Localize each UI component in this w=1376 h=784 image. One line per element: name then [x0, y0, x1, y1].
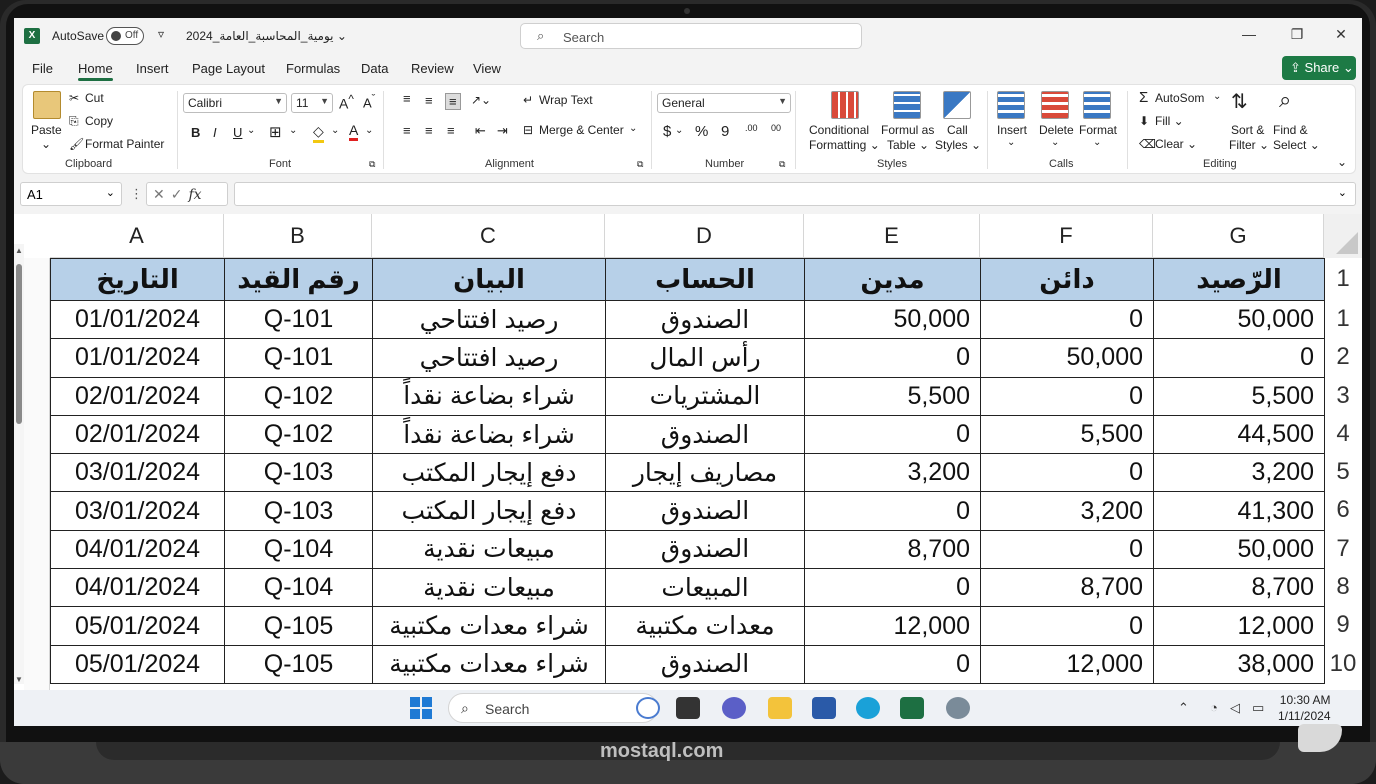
cell-account[interactable]: الصندوق	[606, 645, 805, 683]
cell-debit[interactable]: 12,000	[805, 607, 981, 645]
row-number[interactable]: 9	[1336, 611, 1350, 639]
settings-icon[interactable]	[946, 697, 970, 719]
cell-account[interactable]: الصندوق	[606, 415, 805, 453]
sort-filter-line2: Filter	[1229, 138, 1256, 152]
sort-filter-line1[interactable]: Sort &	[1231, 123, 1265, 137]
cell-account[interactable]: المشتريات	[606, 377, 805, 415]
format-as-table-icon	[893, 91, 921, 119]
close-button[interactable]: ✕	[1335, 26, 1347, 42]
restore-button[interactable]: ❐	[1290, 26, 1304, 42]
decrease-font-size-button[interactable]: $A^ˇ$	[363, 93, 376, 111]
column-header-a[interactable]: A	[50, 214, 224, 258]
editing-group-label: Editing	[1203, 158, 1237, 170]
find-select-icon: ⌕	[1279, 87, 1292, 112]
task-view-icon[interactable]	[676, 697, 700, 719]
fill-icon: ⬇	[1139, 114, 1150, 128]
worksheet	[14, 214, 1362, 690]
scroll-thumb[interactable]	[16, 264, 22, 424]
search-icon: ⌕	[537, 28, 545, 43]
tab-page-layout[interactable]: Page Layout	[192, 61, 266, 76]
formula-buttons	[146, 182, 228, 206]
share-label: Share	[1304, 60, 1340, 75]
ribbon-separator	[383, 91, 384, 169]
cell-debit[interactable]: 0	[805, 492, 981, 530]
styles-group-label: Styles	[877, 158, 907, 170]
collapse-ribbon-icon[interactable]: ⌄	[1337, 155, 1348, 169]
middle-align-icon[interactable]: ≡	[425, 93, 433, 108]
font-group-label: Font	[269, 158, 292, 170]
cell-balance[interactable]: 44,500	[1154, 415, 1325, 453]
row-number[interactable]: 7	[1336, 534, 1350, 562]
cell-entry-no[interactable]: Q-104	[225, 530, 373, 568]
column-header-e[interactable]: E	[804, 214, 980, 258]
paste-button[interactable]: Paste	[31, 123, 62, 137]
cell-date[interactable]: 05/01/2024	[51, 645, 225, 683]
increase-font-size-button[interactable]: A^	[339, 93, 354, 112]
row-number[interactable]: 3	[1336, 381, 1350, 409]
format-painter-button[interactable]: Format Painter	[85, 137, 165, 151]
cell-entry-no[interactable]: Q-104	[225, 569, 373, 607]
search-icon: ⌕	[461, 700, 469, 716]
header-cell-date[interactable]: التاريخ	[51, 259, 225, 301]
cell-account[interactable]: معدات مكتبية	[606, 607, 805, 645]
cell-credit[interactable]: 0	[981, 301, 1154, 339]
cell-entry-no[interactable]: Q-103	[225, 492, 373, 530]
sort-filter-icon: ⇅	[1231, 91, 1248, 113]
italic-button[interactable]: I	[213, 125, 217, 140]
teams-icon[interactable]	[722, 697, 746, 719]
clipboard-group-label: Clipboard	[65, 158, 113, 170]
font-color-button[interactable]: A	[349, 122, 358, 141]
cell-description[interactable]: رصيد افتتاحي	[373, 301, 606, 339]
cell-styles-line1[interactable]: Call	[947, 123, 968, 137]
enter-icon[interactable]: ✓	[170, 186, 189, 202]
table-row	[51, 569, 1325, 607]
format-as-table-line1[interactable]: Formul as	[881, 123, 935, 137]
merge-dropdown-icon[interactable]: ⌄	[629, 123, 638, 134]
alignment-group-label: Alignment	[485, 158, 534, 170]
number-format-select[interactable]	[657, 93, 791, 113]
insert-cells-button[interactable]: Insert	[997, 123, 1028, 137]
cell-balance[interactable]: 12,000	[1154, 607, 1325, 645]
cut-icon: ✂	[69, 91, 80, 105]
cell-debit[interactable]: 0	[805, 339, 981, 377]
scroll-up-icon[interactable]: ▲	[15, 246, 23, 255]
cell-date[interactable]: 04/01/2024	[51, 569, 225, 607]
column-header-d[interactable]: D	[605, 214, 804, 258]
fill-label: Fill	[1155, 114, 1171, 128]
cut-button[interactable]: Cut	[85, 91, 104, 105]
cell-debit[interactable]: 8,700	[805, 530, 981, 568]
formula-bar-options-icon[interactable]: ⋮	[130, 186, 143, 201]
ribbon-separator	[651, 91, 652, 169]
journal-table	[50, 258, 1325, 684]
table-row	[51, 415, 1325, 453]
cell-date[interactable]: 01/01/2024	[51, 339, 225, 377]
header-cell-debit[interactable]: مدين	[805, 259, 981, 301]
excel-window	[14, 18, 1362, 726]
align-left-icon[interactable]: ≡	[403, 123, 411, 138]
row-number[interactable]: 2	[1336, 343, 1350, 371]
cell-credit[interactable]: 5,500	[981, 415, 1154, 453]
cell-entry-no[interactable]: Q-105	[225, 645, 373, 683]
conditional-formatting-line1: Conditional	[809, 123, 870, 137]
font-size-value: 11	[296, 96, 309, 110]
excel-logo-icon: X	[24, 28, 40, 44]
row-number[interactable]: 4	[1336, 419, 1350, 447]
cell-debit[interactable]: 3,200	[805, 454, 981, 492]
copy-button[interactable]: Copy	[85, 114, 114, 128]
number-format-value: General	[662, 96, 705, 110]
underline-dropdown-icon[interactable]: ⌄	[247, 125, 256, 136]
conditional-formatting-line2-wrap[interactable]: Formatting ⌄	[809, 138, 880, 152]
cell-credit[interactable]: 50,000	[981, 339, 1154, 377]
document-filename[interactable]: يومية_المحاسبة_العامة_2024 ⌄	[186, 29, 347, 43]
name-box-value: A1	[27, 187, 43, 202]
table-row	[51, 530, 1325, 568]
cell-date[interactable]: 05/01/2024	[51, 607, 225, 645]
row-number[interactable]: 1	[1336, 305, 1350, 332]
ribbon-separator	[795, 91, 796, 169]
expand-formula-bar-icon[interactable]: ⌄	[1337, 187, 1347, 199]
cell-credit[interactable]: 0	[981, 607, 1154, 645]
cell-balance[interactable]: 3,200	[1154, 454, 1325, 492]
number-dialog-launcher-icon[interactable]: ⧉	[779, 159, 786, 169]
tab-formulas[interactable]: Formulas	[286, 61, 341, 76]
delete-cells-icon	[1041, 91, 1069, 119]
font-size-select[interactable]	[291, 93, 333, 113]
chevron-down-icon: ▼	[778, 96, 787, 106]
clear-icon: ⌫	[1139, 137, 1156, 151]
cell-debit[interactable]: 50,000	[805, 301, 981, 339]
copilot-icon[interactable]	[636, 697, 660, 719]
autosum-dropdown-icon[interactable]: ⌄	[1213, 91, 1222, 102]
cell-date[interactable]: 02/01/2024	[51, 415, 225, 453]
borders-button[interactable]: ⊞	[269, 124, 282, 141]
toggle-knob	[111, 31, 121, 41]
row-number[interactable]: 5	[1336, 458, 1350, 486]
cell-credit[interactable]: 0	[981, 530, 1154, 568]
merge-center-icon: ⊟	[523, 123, 534, 137]
wifi-icon[interactable]: ◔	[1210, 700, 1218, 715]
start-tile	[422, 697, 432, 707]
cell-account[interactable]: مصاريف إيجار	[606, 454, 805, 492]
cell-entry-no[interactable]: Q-105	[225, 607, 373, 645]
clock-date: 1/11/2024	[1278, 709, 1331, 723]
chevron-down-icon: ▼	[274, 96, 283, 106]
volume-icon[interactable]: ◁	[1230, 700, 1240, 715]
sheet-left-gutter	[24, 258, 50, 690]
bottom-align-icon[interactable]: ≡	[445, 93, 461, 110]
cell-description[interactable]: شراء معدات مكتبية	[373, 607, 606, 645]
ribbon-separator	[177, 91, 178, 169]
scroll-down-icon[interactable]: ▼	[15, 675, 23, 684]
cell-balance[interactable]: 8,700	[1154, 569, 1325, 607]
excel-taskbar-icon[interactable]	[900, 697, 924, 719]
chevron-down-icon: ⌄	[105, 187, 115, 199]
table-row	[51, 454, 1325, 492]
ribbon-tabs	[14, 56, 1362, 82]
cell-description[interactable]: رصيد افتتاحي	[373, 339, 606, 377]
comma-style-button[interactable]: 9	[721, 123, 730, 140]
share-icon: ⇪	[1290, 60, 1301, 75]
ribbon-separator	[987, 91, 988, 169]
cell-entry-no[interactable]: Q-102	[225, 377, 373, 415]
battery-icon[interactable]: ▭	[1252, 700, 1265, 715]
formula-input[interactable]	[234, 182, 1356, 206]
row-numbers	[1324, 258, 1362, 683]
table-header-row	[51, 259, 1325, 301]
cell-date[interactable]: 03/01/2024	[51, 454, 225, 492]
start-tile	[410, 709, 420, 719]
tab-view[interactable]: View	[473, 61, 501, 76]
find-select-line1[interactable]: Find &	[1273, 123, 1308, 137]
cell-account[interactable]: الصندوق	[606, 301, 805, 339]
autosave-toggle[interactable]	[106, 27, 144, 45]
insert-function-button[interactable]: fx	[188, 187, 202, 203]
chevron-down-icon: ▼	[320, 96, 329, 106]
find-select-line2-wrap[interactable]: Select ⌄	[1273, 138, 1320, 152]
insert-cells-icon	[997, 91, 1025, 119]
cell-credit[interactable]: 0	[981, 377, 1154, 415]
cell-date[interactable]: 02/01/2024	[51, 377, 225, 415]
format-painter-icon: 🖌	[69, 137, 85, 151]
table-row	[51, 301, 1325, 339]
webcam	[684, 8, 690, 14]
cell-description[interactable]: شراء بضاعة نقداً	[373, 415, 606, 453]
header-cell-credit[interactable]: دائن	[981, 259, 1154, 301]
bold-button[interactable]: B	[191, 125, 201, 140]
cell-description[interactable]: دفع إيجار المكتب	[373, 454, 606, 492]
table-row	[51, 339, 1325, 377]
cell-balance[interactable]: 41,300	[1154, 492, 1325, 530]
title-search-box[interactable]	[520, 23, 862, 49]
row-number[interactable]: 6	[1336, 496, 1350, 524]
cell-description[interactable]: شراء بضاعة نقداً	[373, 377, 606, 415]
font-name-select[interactable]	[183, 93, 287, 113]
currency-button[interactable]: $	[663, 123, 672, 140]
cell-credit[interactable]: 0	[981, 454, 1154, 492]
cell-description[interactable]: مبيعات نقدية	[373, 530, 606, 568]
delete-cells-button[interactable]: Delete	[1039, 123, 1074, 137]
format-as-table-line2-wrap[interactable]: Table ⌄	[887, 138, 930, 152]
start-button[interactable]	[410, 697, 432, 719]
copy-icon: ⎘	[69, 114, 79, 128]
conditional-formatting-line2: Formatting	[809, 138, 867, 152]
filename-text: يومية_المحاسبة_العامة_2024	[186, 29, 334, 43]
tab-home[interactable]: Home	[78, 61, 113, 76]
fill-button[interactable]: Fill ⌄	[1155, 114, 1184, 128]
wrap-text-button[interactable]: Wrap Text	[539, 93, 593, 107]
wrap-text-icon: ↵	[523, 93, 534, 107]
tray-overflow-icon[interactable]: ⌃	[1178, 700, 1189, 715]
row-number[interactable]: 10	[1329, 649, 1357, 677]
clear-button[interactable]: Clear ⌄	[1155, 137, 1198, 151]
cell-styles-icon	[943, 91, 971, 119]
table-row	[51, 645, 1325, 683]
decrease-decimal-button[interactable]: 00	[771, 123, 782, 133]
header-cell-description[interactable]: البيان	[373, 259, 606, 301]
cell-credit[interactable]: 12,000	[981, 645, 1154, 683]
cell-entry-no[interactable]: Q-103	[225, 454, 373, 492]
header-cell-entry-no[interactable]: رقم القيد	[225, 259, 373, 301]
align-right-icon[interactable]: ≡	[447, 123, 455, 138]
cell-account[interactable]: المبيعات	[606, 569, 805, 607]
increase-decimal-button[interactable]: .00	[745, 123, 758, 133]
title-bar	[14, 18, 1362, 54]
ribbon-separator	[1127, 91, 1128, 169]
conditional-formatting-button[interactable]	[809, 123, 869, 137]
cell-entry-no[interactable]: Q-101	[225, 339, 373, 377]
format-cells-button[interactable]: Format	[1079, 123, 1118, 137]
format-as-table-line2: Table	[887, 138, 916, 152]
start-tile	[410, 697, 420, 707]
row-number[interactable]: 8	[1336, 573, 1350, 601]
cell-account[interactable]: الصندوق	[606, 492, 805, 530]
format-cells-icon	[1083, 91, 1111, 119]
cell-description[interactable]: شراء معدات مكتبية	[373, 645, 606, 683]
clock-time: 10:30 AM	[1279, 693, 1331, 707]
paste-dropdown-icon[interactable]: ⌄	[41, 137, 52, 151]
table-row	[51, 492, 1325, 530]
autosum-button[interactable]: AutoSom	[1155, 91, 1205, 105]
minimize-button[interactable]: —	[1242, 26, 1256, 42]
cell-entry-no[interactable]: Q-101	[225, 301, 373, 339]
font-name-value: Calibri	[188, 96, 223, 110]
font-color-dropdown-icon[interactable]: ⌄	[365, 125, 374, 136]
formula-bar	[14, 178, 1362, 210]
tab-insert[interactable]: Insert	[136, 61, 169, 76]
number-group-label: Number	[705, 158, 745, 170]
tab-review[interactable]: Review	[411, 61, 454, 76]
decrease-indent-icon[interactable]: ⇤	[475, 123, 486, 138]
cell-date[interactable]: 03/01/2024	[51, 492, 225, 530]
taskbar	[14, 690, 1362, 726]
cell-account[interactable]: الصندوق	[606, 530, 805, 568]
cell-balance[interactable]: 38,000	[1154, 645, 1325, 683]
tab-data[interactable]: Data	[361, 61, 389, 76]
column-header-c[interactable]: C	[372, 214, 605, 258]
top-align-icon[interactable]: ≡	[403, 91, 411, 106]
autosum-icon: Σ	[1139, 89, 1149, 106]
start-tile	[422, 709, 432, 719]
cell-debit[interactable]: 5,500	[805, 377, 981, 415]
fill-color-dropdown-icon[interactable]: ⌄	[331, 125, 340, 136]
watermark-text: mostaql.com	[600, 740, 724, 762]
fill-color-button[interactable]: ◇	[313, 123, 324, 143]
format-dropdown-icon[interactable]: ⌄	[1093, 137, 1102, 148]
align-center-icon[interactable]: ≡	[425, 123, 433, 138]
cell-balance[interactable]: 50,000	[1154, 301, 1325, 339]
header-cell-balance[interactable]: الرّصيد	[1154, 259, 1325, 301]
ribbon	[22, 84, 1356, 174]
cell-balance[interactable]: 50,000	[1154, 530, 1325, 568]
select-all-corner[interactable]	[1324, 214, 1362, 258]
find-select-line2: Select	[1273, 138, 1307, 152]
increase-indent-icon[interactable]: ⇥	[497, 123, 508, 138]
header-cell-account[interactable]: الحساب	[606, 259, 805, 301]
cell-date[interactable]: 04/01/2024	[51, 530, 225, 568]
alignment-dialog-launcher-icon[interactable]: ⧉	[637, 159, 644, 169]
conditional-formatting-icon	[831, 91, 859, 119]
edge-icon[interactable]	[856, 697, 880, 719]
cell-balance[interactable]: 0	[1154, 339, 1325, 377]
currency-dropdown-icon[interactable]: ⌄	[675, 125, 684, 136]
cell-styles-line2-wrap[interactable]: Styles ⌄	[935, 138, 982, 152]
cell-debit[interactable]: 0	[805, 415, 981, 453]
cell-credit[interactable]: 3,200	[981, 492, 1154, 530]
quick-access-dropdown-icon[interactable]: ▿	[158, 27, 165, 41]
table-row	[51, 377, 1325, 415]
store-icon[interactable]	[812, 697, 836, 719]
merge-center-button[interactable]: Merge & Center	[539, 123, 624, 137]
vertical-scrollbar[interactable]	[14, 244, 24, 684]
cells-group-label: Calls	[1049, 158, 1074, 170]
autosave-label: AutoSave	[52, 29, 105, 43]
tab-file[interactable]: File	[32, 61, 53, 76]
table-row	[51, 607, 1325, 645]
paste-icon[interactable]	[33, 91, 61, 119]
row-number[interactable]: 1	[1336, 265, 1350, 292]
insert-dropdown-icon[interactable]: ⌄	[1007, 137, 1016, 148]
share-button[interactable]: ⇪ Share ⌄	[1282, 56, 1356, 80]
cell-description[interactable]: مبيعات نقدية	[373, 569, 606, 607]
column-header-f[interactable]: F	[980, 214, 1153, 258]
name-box[interactable]	[20, 182, 122, 206]
cell-balance[interactable]: 5,500	[1154, 377, 1325, 415]
file-explorer-icon[interactable]	[768, 697, 792, 719]
cell-account[interactable]: رأس المال	[606, 339, 805, 377]
sort-filter-line2-wrap[interactable]: Filter ⌄	[1229, 138, 1270, 152]
taskbar-search[interactable]	[448, 693, 658, 723]
font-dialog-launcher-icon[interactable]: ⧉	[369, 159, 376, 169]
column-header-g[interactable]: G	[1153, 214, 1324, 258]
cell-credit[interactable]: 8,700	[981, 569, 1154, 607]
cell-description[interactable]: دفع إيجار المكتب	[373, 492, 606, 530]
orientation-icon[interactable]: ↗⌄	[471, 93, 492, 107]
underline-button[interactable]: U	[233, 125, 243, 140]
cell-entry-no[interactable]: Q-102	[225, 415, 373, 453]
percent-button[interactable]: %	[695, 123, 709, 140]
borders-dropdown-icon[interactable]: ⌄	[289, 125, 298, 136]
autosave-state: Off	[125, 30, 139, 41]
cell-date[interactable]: 01/01/2024	[51, 301, 225, 339]
delete-dropdown-icon[interactable]: ⌄	[1051, 137, 1060, 148]
clear-label: Clear	[1155, 137, 1184, 151]
cell-debit[interactable]: 0	[805, 645, 981, 683]
title-search-placeholder: Search	[563, 30, 605, 45]
cell-styles-line2: Styles	[935, 138, 968, 152]
cell-debit[interactable]: 0	[805, 569, 981, 607]
taskbar-search-placeholder: Search	[485, 701, 530, 717]
column-header-b[interactable]: B	[224, 214, 372, 258]
system-clock[interactable]	[1278, 692, 1331, 724]
cancel-icon[interactable]: ✕	[153, 186, 171, 202]
table-body	[51, 301, 1325, 684]
